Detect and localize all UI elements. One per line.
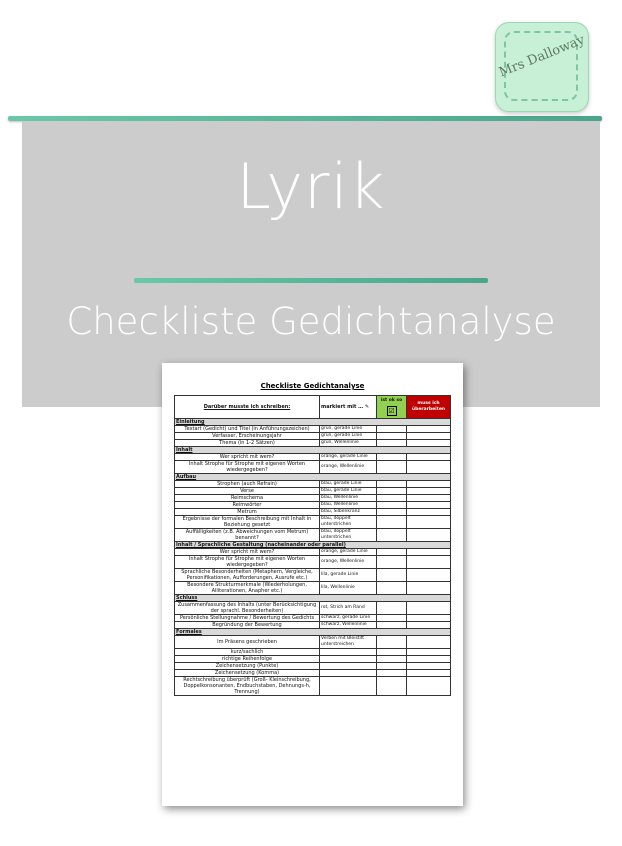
marking-instruction: schwarz, Wellenlinie	[320, 622, 377, 629]
ok-cell	[377, 622, 407, 629]
checklist-item: Im Präsens geschrieben	[175, 636, 320, 649]
checklist-item: Verfasser, Erscheinungsjahr	[175, 433, 320, 440]
ok-cell	[377, 656, 407, 663]
header-ok: ist ok so ☑	[377, 396, 407, 419]
marking-instruction: blau, doppelt unterstrichen	[320, 529, 377, 542]
logo-badge	[495, 22, 589, 112]
marking-instruction: orange, gerade Linie	[320, 454, 377, 461]
section-row	[175, 595, 451, 602]
checklist-row	[175, 602, 451, 615]
revise-cell	[407, 516, 451, 529]
checklist-row	[175, 481, 451, 488]
ok-cell	[377, 602, 407, 615]
marking-instruction: orange, Wellenlinie	[320, 556, 377, 569]
checklist-row	[175, 556, 451, 569]
checklist-row	[175, 502, 451, 509]
marking-instruction: grün, gerade Linie	[320, 433, 377, 440]
ok-cell	[377, 649, 407, 656]
ok-cell	[377, 677, 407, 696]
ok-cell	[377, 488, 407, 495]
marking-instruction	[320, 677, 377, 696]
revise-cell	[407, 569, 451, 582]
checklist-item: Textart (Gedicht) und Titel (in Anführungszeichen)	[175, 426, 320, 433]
checklist-row	[175, 516, 451, 529]
ok-cell	[377, 433, 407, 440]
section-heading: Inhalt / Sprachliche Gestaltung (nacheinander oder parallel)	[175, 542, 451, 549]
checklist-item: Wer spricht mit wem?	[175, 549, 320, 556]
checklist-table	[174, 395, 451, 696]
checklist-row	[175, 488, 451, 495]
revise-cell	[407, 433, 451, 440]
ok-cell	[377, 556, 407, 569]
marking-instruction: blau, Wellenlinie	[320, 502, 377, 509]
checklist-row	[175, 461, 451, 474]
ok-cell	[377, 582, 407, 595]
checklist-item: Zeichensetzung (Punkte)	[175, 663, 320, 670]
checklist-item: Wer spricht mit wem?	[175, 454, 320, 461]
ok-cell	[377, 516, 407, 529]
checklist-item: Auffälligkeiten (z.B. Abweichungen vom Metrum) benannt?	[175, 529, 320, 542]
ok-cell	[377, 670, 407, 677]
section-row	[175, 629, 451, 636]
checklist-item: Verse	[175, 488, 320, 495]
ok-cell	[377, 440, 407, 447]
marking-instruction: lila, gerade Linie	[320, 569, 377, 582]
revise-cell	[407, 615, 451, 622]
checklist-row	[175, 433, 451, 440]
checklist-row	[175, 670, 451, 677]
checklist-item: Reimschema	[175, 495, 320, 502]
revise-cell	[407, 549, 451, 556]
checklist-item: Inhalt Strophe für Strophe mit eigenen Worten wiedergegeben?	[175, 556, 320, 569]
marking-instruction: grün, Wellenlinie	[320, 440, 377, 447]
checklist-item: Zeichensetzung (Komma)	[175, 670, 320, 677]
ok-cell	[377, 529, 407, 542]
revise-cell	[407, 461, 451, 474]
revise-cell	[407, 509, 451, 516]
logo-text: Mrs Dalloway	[497, 32, 587, 81]
title-divider-line	[134, 278, 488, 283]
marking-instruction: orange, gerade Linie	[320, 549, 377, 556]
checklist-row	[175, 677, 451, 696]
marking-instruction	[320, 649, 377, 656]
revise-cell	[407, 556, 451, 569]
section-heading: Schluss	[175, 595, 451, 602]
revise-cell	[407, 440, 451, 447]
checklist-item: Metrum	[175, 509, 320, 516]
pencil-icon: ✎	[364, 404, 370, 410]
revise-cell	[407, 495, 451, 502]
revise-cell	[407, 677, 451, 696]
header-topic: Darüber musste ich schreiben:	[175, 396, 320, 419]
ok-cell	[377, 615, 407, 622]
table-header-row	[175, 396, 451, 419]
sheet-title: Checkliste Gedichtanalyse	[260, 382, 365, 390]
marking-instruction: blau, gerade Linie	[320, 488, 377, 495]
ok-cell	[377, 495, 407, 502]
checklist-row	[175, 454, 451, 461]
checklist-item: Begründung der Bewertung	[175, 622, 320, 629]
checklist-body	[175, 419, 451, 696]
revise-cell	[407, 649, 451, 656]
ok-cell	[377, 481, 407, 488]
checklist-row	[175, 582, 451, 595]
checklist-row	[175, 615, 451, 622]
ok-cell	[377, 454, 407, 461]
checklist-item: kurz/sachlich	[175, 649, 320, 656]
section-heading: Formales	[175, 629, 451, 636]
ok-cell	[377, 549, 407, 556]
checklist-row	[175, 509, 451, 516]
checklist-row	[175, 649, 451, 656]
marking-instruction	[320, 670, 377, 677]
checklist-sheet	[162, 363, 463, 806]
checklist-item: Strophen (auch Refrain)	[175, 481, 320, 488]
header-revise: muss ich überarbeiten	[407, 396, 451, 419]
revise-cell	[407, 426, 451, 433]
checklist-item: Persönliche Stellungnahme / Bewertung des Gedichts	[175, 615, 320, 622]
section-heading: Aufbau	[175, 474, 451, 481]
section-row	[175, 419, 451, 426]
revise-cell	[407, 602, 451, 615]
revise-cell	[407, 502, 451, 509]
marking-instruction: orange, Wellenlinie	[320, 461, 377, 474]
revise-cell	[407, 663, 451, 670]
checklist-item: Zusammenfassung des Inhalts (unter Berücksichtigung der sprachl. Besonderheiten)	[175, 602, 320, 615]
checklist-item: Thema (in 1-2 Sätzen)	[175, 440, 320, 447]
checklist-item: Reimwörter	[175, 502, 320, 509]
marking-instruction: blau, gerade Linie	[320, 481, 377, 488]
marking-instruction: lila, Wellenlinie	[320, 582, 377, 595]
checkbox-icon: ☑	[388, 407, 395, 415]
revise-cell	[407, 481, 451, 488]
section-row	[175, 474, 451, 481]
checklist-item: richtige Reihenfolge	[175, 656, 320, 663]
marking-instruction	[320, 656, 377, 663]
checklist-item: Ergebnisse der formalen Beschreibung mit Inhalt in Beziehung gesetzt	[175, 516, 320, 529]
ok-cell	[377, 569, 407, 582]
ok-cell	[377, 663, 407, 670]
marking-instruction: blau, Silbenkranz	[320, 509, 377, 516]
checklist-row	[175, 663, 451, 670]
revise-cell	[407, 582, 451, 595]
marking-instruction: rot, Strich am Rand	[320, 602, 377, 615]
section-row	[175, 447, 451, 454]
marking-instruction: blau, Wellenlinie	[320, 495, 377, 502]
checklist-item: Rechtschreibung überprüft (Groß- Kleinschreibung, Doppelkonsonanten, Endbuchstaben, Dehnungs-h, Trennung)	[175, 677, 320, 696]
ok-cell	[377, 509, 407, 516]
marking-instruction: schwarz, gerade Linie	[320, 615, 377, 622]
revise-cell	[407, 622, 451, 629]
section-row	[175, 542, 451, 549]
ok-cell	[377, 461, 407, 474]
header-marked-with: markiert mit … ✎	[320, 396, 377, 419]
ok-cell	[377, 502, 407, 509]
section-heading: Inhalt	[175, 447, 451, 454]
checklist-row	[175, 426, 451, 433]
ok-cell	[377, 426, 407, 433]
marking-instruction: Verben mit Bleistift unterstreichen	[320, 636, 377, 649]
checklist-row	[175, 636, 451, 649]
marking-instruction: grün, gerade Linie	[320, 426, 377, 433]
checklist-row	[175, 495, 451, 502]
revise-cell	[407, 636, 451, 649]
checklist-row	[175, 569, 451, 582]
revise-cell	[407, 656, 451, 663]
checklist-row	[175, 549, 451, 556]
revise-cell	[407, 488, 451, 495]
section-heading: Einleitung	[175, 419, 451, 426]
checklist-item: Sprachliche Besonderheiten (Metaphern, Vergleiche, Personifikationen, Aufforderungen, Ausrufe etc.)	[175, 569, 320, 582]
checklist-item: Besondere Strukturmerkmale (Wiederholungen, Alliterationen, Anapher etc.)	[175, 582, 320, 595]
checklist-row	[175, 529, 451, 542]
revise-cell	[407, 670, 451, 677]
revise-cell	[407, 529, 451, 542]
checklist-row	[175, 656, 451, 663]
checklist-item: Inhalt Strophe für Strophe mit eigenen Worten wiedergegeben?	[175, 461, 320, 474]
marking-instruction	[320, 663, 377, 670]
revise-cell	[407, 454, 451, 461]
checklist-row	[175, 440, 451, 447]
checklist-row	[175, 622, 451, 629]
page-subtitle: Checkliste Gedichtanalyse	[66, 300, 556, 343]
page-title: Lyrik	[236, 150, 386, 223]
ok-cell	[377, 636, 407, 649]
marking-instruction: blau, doppelt unterstrichen	[320, 516, 377, 529]
